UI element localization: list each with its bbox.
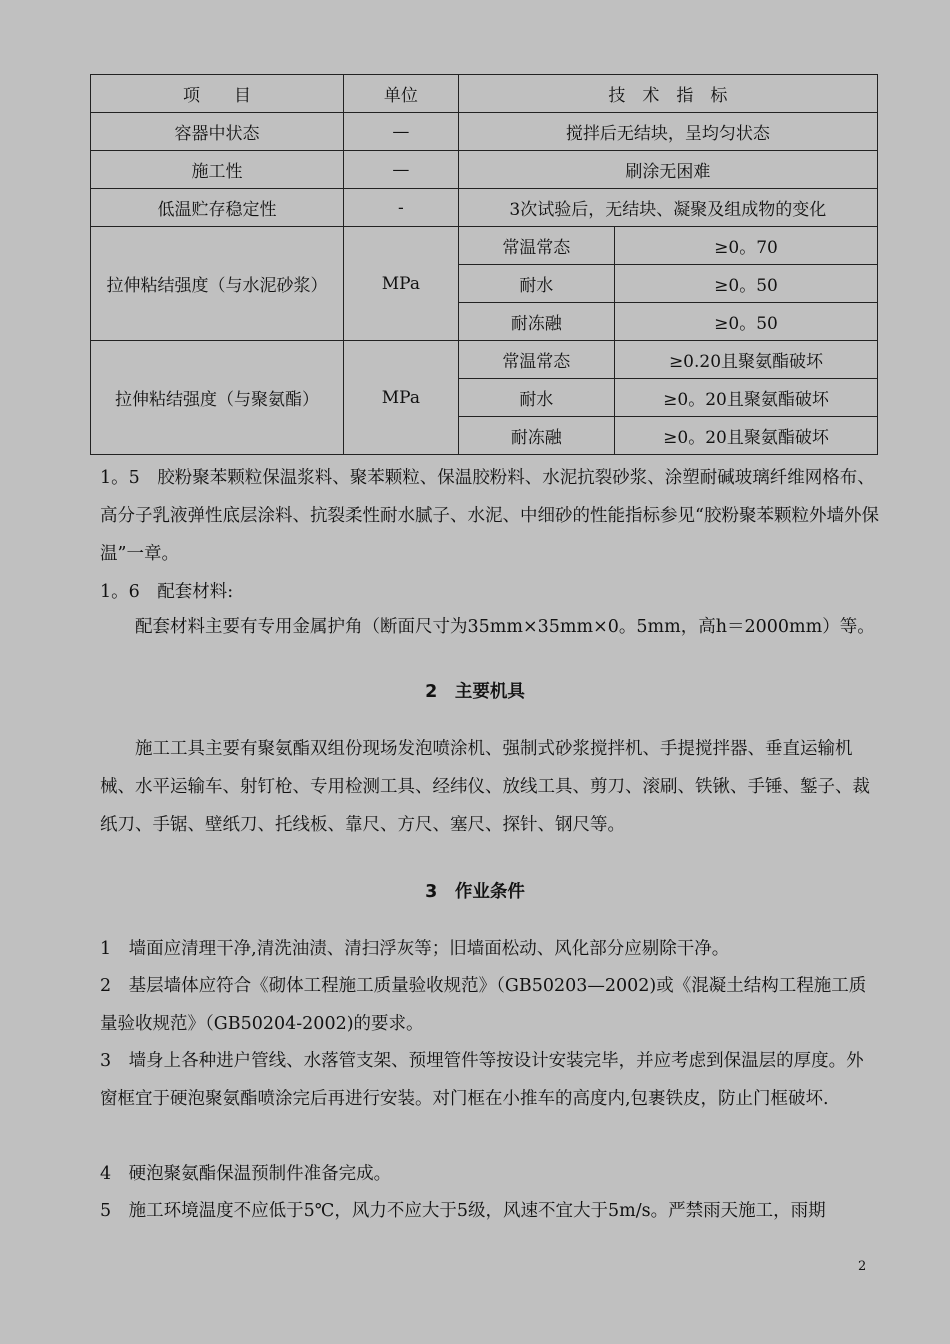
condition-item: 2 基层墙体应符合《砌体工程施工质量验收规范》（GB50203—2002)或《混凝土结构工程施工质量验收规范》（GB50204-2002)的要求。: [100, 976, 867, 1034]
table-row: [91, 227, 878, 265]
paragraph-tools: 施工工具主要有聚氨酯双组份现场发泡喷涂机、强制式砂浆搅拌机、手提搅拌器、垂直运输机械、水平运输车、射钉枪、专用检测工具、经纬仪、放线工具、剪刀、滚刷、铁锹、手锤、錾子、裁纸刀、手锯、壁纸刀、托线板、靠尺、方尺、塞尺、探针、钢尺等。: [100, 739, 870, 835]
cell-unit: MPa: [344, 227, 459, 341]
cell-condition: 耐冻融: [458, 417, 614, 455]
cell-value: ≥0。20且聚氨酯破坏: [614, 379, 877, 417]
cell-value: ≥0。20且聚氨酯破坏: [614, 417, 877, 455]
cell-item: 施工性: [91, 151, 344, 189]
table-row: [91, 151, 878, 189]
condition-item: 5 施工环境温度不应低于5℃，风力不应大于5级，风速不宜大于5m/s。严禁雨天施工，雨期: [100, 1201, 826, 1221]
cell-value: ≥0。70: [614, 227, 877, 265]
header-item: 项 目: [91, 75, 344, 113]
cell-condition: 耐水: [458, 379, 614, 417]
cell-spec: 3次试验后，无结块、凝聚及组成物的变化: [458, 189, 877, 227]
paragraph-1-5: 1。5 胶粉聚苯颗粒保温浆料、聚苯颗粒、保温胶粉料、水泥抗裂砂浆、涂塑耐碱玻璃纤维网格布、高分子乳液弹性底层涂料、抗裂柔性耐水腻子、水泥、中细砂的性能指标参见“胶粉聚苯颗粒外墙外保温”一章。: [100, 468, 879, 564]
paragraph-materials: 配套材料主要有专用金属护角（断面尺寸为35mm×35mm×0。5mm，高h＝2000mm）等。: [135, 617, 875, 637]
cell-unit: —: [344, 113, 459, 151]
page-number: 2: [858, 1259, 867, 1274]
cell-condition: 常温常态: [458, 341, 614, 379]
cell-value: ≥0.20且聚氨酯破坏: [614, 341, 877, 379]
cell-value: ≥0。50: [614, 265, 877, 303]
cell-spec: 搅拌后无结块，呈均匀状态: [458, 113, 877, 151]
spec-table: [90, 74, 878, 455]
cell-unit: —: [344, 151, 459, 189]
cell-condition: 耐水: [458, 265, 614, 303]
cell-value: ≥0。50: [614, 303, 877, 341]
condition-item: 3 墙身上各种进户管线、水落管支架、预埋管件等按设计安装完毕，并应考虑到保温层的厚度。外窗框宜于硬泡聚氨酯喷涂完后再进行安装。对门框在小推车的高度内,包裹铁皮，防止门框破坏.: [100, 1051, 864, 1109]
header-unit: 单位: [344, 75, 459, 113]
section-heading-conditions: 3 作业条件: [425, 882, 525, 902]
cell-condition: 常温常态: [458, 227, 614, 265]
cell-unit: MPa: [344, 341, 459, 455]
cell-unit: -: [344, 189, 459, 227]
table-row: [91, 341, 878, 379]
table-header-row: [91, 75, 878, 113]
cell-item: 容器中状态: [91, 113, 344, 151]
table-row: [91, 113, 878, 151]
cell-item: 拉伸粘结强度（与聚氨酯）: [91, 341, 344, 455]
section-heading-tools: 2 主要机具: [425, 682, 525, 702]
cell-item: 拉伸粘结强度（与水泥砂浆）: [91, 227, 344, 341]
condition-item: 4 硬泡聚氨酯保温预制件准备完成。: [100, 1164, 392, 1184]
cell-item: 低温贮存稳定性: [91, 189, 344, 227]
header-spec: 技 术 指 标: [458, 75, 877, 113]
paragraph-1-6: 1。6 配套材料:: [100, 582, 234, 602]
condition-item: 1 墙面应清理干净,清洗油渍、清扫浮灰等；旧墙面松动、风化部分应剔除干净。: [100, 939, 730, 959]
cell-spec: 刷涂无困难: [458, 151, 877, 189]
table-row: [91, 189, 878, 227]
cell-condition: 耐冻融: [458, 303, 614, 341]
